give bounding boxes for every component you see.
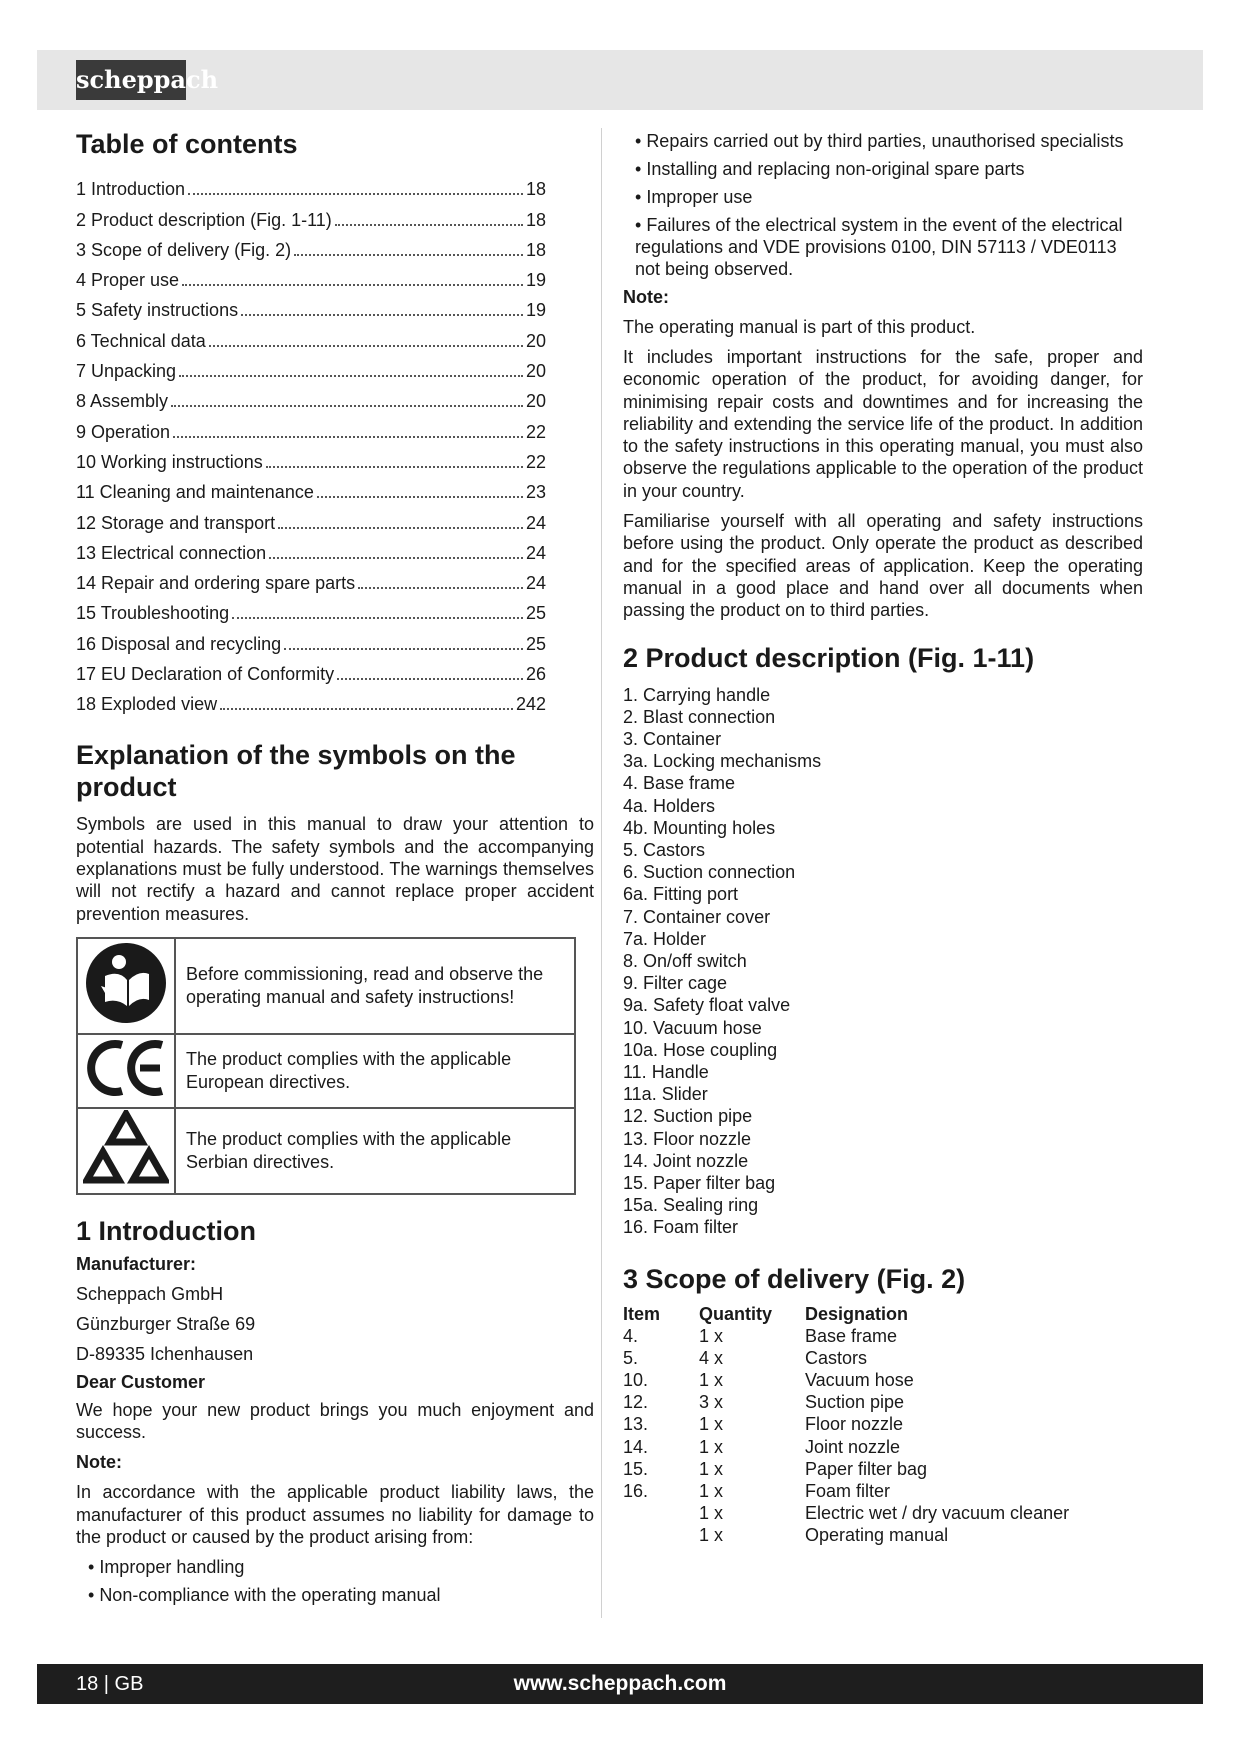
symbol-row: [77, 1108, 575, 1194]
note-label: Note:: [76, 1452, 122, 1473]
scope-of-delivery-title: 3 Scope of delivery (Fig. 2): [623, 1263, 966, 1294]
scope-table: [623, 1303, 1125, 1547]
page-footer: [37, 1664, 1203, 1704]
toc-item[interactable]: 16 Disposal and recycling 25: [76, 633, 546, 654]
list-item: 3a. Locking mechanisms: [623, 751, 822, 772]
toc-item[interactable]: 13 Electrical connection 24: [76, 542, 546, 563]
table-row: 10. 1 x Vacuum hose: [623, 1370, 914, 1391]
list-item: 1. Carrying handle: [623, 684, 771, 705]
toc-item[interactable]: 2 Product description (Fig. 1-11) 18: [76, 209, 546, 230]
left-column: [76, 128, 594, 1606]
serbian-conformity-icon: [77, 1108, 175, 1194]
ce-mark-icon: [77, 1034, 175, 1108]
list-item: 6a. Fitting port: [623, 884, 739, 905]
toc-item[interactable]: 1 Introduction 18: [76, 179, 546, 200]
list-item: 3. Container: [623, 728, 722, 749]
symbol-text: The product complies with the applicable Serbian directives.: [175, 1108, 575, 1194]
toc-list: [76, 170, 546, 715]
toc-item[interactable]: 4 Proper use 19: [76, 270, 546, 291]
table-row: 5. 4 x Castors: [623, 1347, 868, 1368]
dear-customer-label: Dear Customer: [76, 1371, 206, 1392]
manufacturer-name: Scheppach GmbH: [76, 1283, 224, 1304]
scheppach-logo: scheppach: [76, 60, 186, 100]
column-header: Quantity: [699, 1303, 773, 1324]
list-item: 7a. Holder: [623, 928, 707, 949]
introduction-title: 1 Introduction: [76, 1215, 256, 1246]
column-divider: [601, 128, 602, 1618]
symbol-text: Before commissioning, read and observe the operating manual and safety instructions!: [175, 938, 575, 1034]
list-item: 15a. Sealing ring: [623, 1195, 759, 1216]
list-item: 11. Handle: [623, 1062, 709, 1083]
list-item: 10. Vacuum hose: [623, 1017, 762, 1038]
manufacturer-label: Manufacturer:: [76, 1253, 197, 1274]
page-number: 18 | GB: [76, 1673, 144, 1695]
liability-bullet: • Installing and replacing non-original spare parts: [635, 159, 1025, 179]
list-item: 5. Castors: [623, 839, 706, 860]
liability-bullet: • Failures of the electrical system in the event of the electrical regulations and VDE provisions 0100, DIN 57113 / VDE0113 not being observed.: [635, 215, 1123, 279]
dear-customer-text: We hope your new product brings you much enjoyment and success.: [76, 1399, 594, 1443]
symbol-text: The product complies with the applicable European directives.: [175, 1034, 575, 1108]
list-item: 4. Base frame: [623, 773, 736, 794]
table-row: 1 x Operating manual: [699, 1525, 949, 1546]
toc-item[interactable]: 17 EU Declaration of Conformity 26: [76, 664, 546, 685]
read-manual-icon: [77, 938, 175, 1034]
product-parts-list: [623, 684, 1143, 1239]
toc-item[interactable]: 8 Assembly 20: [76, 391, 546, 412]
toc-item[interactable]: 7 Unpacking 20: [76, 361, 546, 382]
table-header-row: [623, 1303, 1125, 1325]
list-item: 15. Paper filter bag: [623, 1173, 776, 1194]
liability-text: In accordance with the applicable product liability laws, the manufacturer of this product assumes no liability for damage to the product or caused by the product arising from:: [76, 1482, 594, 1548]
list-item: 9. Filter cage: [623, 973, 728, 994]
toc-item[interactable]: 5 Safety instructions 19: [76, 300, 546, 321]
list-item: 10a. Hose coupling: [623, 1039, 778, 1060]
column-header: Designation: [805, 1303, 909, 1324]
liability-bullet: • Improper handling: [88, 1557, 245, 1578]
list-item: 7. Container cover: [623, 906, 771, 927]
table-row: 4. 1 x Base frame: [623, 1325, 898, 1346]
list-item: 11a. Slider: [623, 1084, 708, 1105]
liability-bullet: • Improper use: [635, 187, 753, 207]
toc-item[interactable]: 10 Working instructions 22: [76, 451, 546, 472]
symbol-row: [77, 1034, 575, 1108]
list-item: 8. On/off switch: [623, 951, 747, 971]
toc-item[interactable]: 15 Troubleshooting 25: [76, 603, 546, 624]
liability-bullet: • Repairs carried out by third parties, unauthorised specialists: [635, 131, 1124, 151]
toc-item[interactable]: 12 Storage and transport 24: [76, 512, 546, 533]
symbols-table: [76, 937, 576, 1195]
column-header: Item: [623, 1303, 661, 1324]
table-row: 12. 3 x Suction pipe: [623, 1392, 905, 1413]
right-column: [623, 128, 1143, 1547]
list-item: 12. Suction pipe: [623, 1106, 753, 1127]
list-item: 14. Joint nozzle: [623, 1150, 749, 1171]
list-item: 6. Suction connection: [623, 862, 796, 883]
toc-item[interactable]: 11 Cleaning and maintenance 23: [76, 482, 546, 503]
product-description-title: 2 Product description (Fig. 1-11): [623, 642, 1035, 673]
list-item: 2. Blast connection: [623, 706, 776, 727]
liability-bullet: • Non-compliance with the operating manual: [88, 1585, 441, 1606]
toc-item[interactable]: 3 Scope of delivery (Fig. 2) 18: [76, 239, 546, 260]
toc-title: Table of contents: [76, 129, 298, 159]
toc-item[interactable]: 9 Operation 22: [76, 421, 546, 442]
website-link[interactable]: www.scheppach.com: [513, 1672, 727, 1695]
note-line: The operating manual is part of this product.: [623, 317, 976, 337]
list-item: 4a. Holders: [623, 795, 716, 816]
manufacturer-street: Günzburger Straße 69: [76, 1313, 256, 1334]
symbols-intro: Symbols are used in this manual to draw your attention to potential hazards. The safety symbols and the accompanying explanations must be fully understood. The warnings themselves will not rectify a hazard and cannot replace proper accident prevention measures.: [76, 814, 594, 924]
list-item: 16. Foam filter: [623, 1217, 739, 1238]
symbol-row: [77, 938, 575, 1034]
list-item: 4b. Mounting holes: [623, 817, 776, 838]
table-row: 16. 1 x Foam filter: [623, 1481, 891, 1502]
note-label: Note:: [623, 287, 669, 307]
familiarise-text: Familiarise yourself with all operating and safety instructions before using the product. Only operate the product as described and for the specified areas of application. Keep the operating manual in a good place and hand over all documents when passing the product on to third parties.: [623, 511, 1143, 621]
table-row: 1 x Electric wet / dry vacuum cleaner: [699, 1503, 1070, 1524]
table-row: 13. 1 x Floor nozzle: [623, 1414, 904, 1435]
symbols-title: Explanation of the symbols on the product: [76, 740, 516, 803]
toc-item[interactable]: 14 Repair and ordering spare parts 24: [76, 573, 546, 594]
manufacturer-city: D-89335 Ichenhausen: [76, 1343, 254, 1364]
manual-importance-text: It includes important instructions for the safe, proper and economic operation of the product, for avoiding danger, for minimising repair costs and downtimes and for increasing the reliability and extending the service life of the product. In addition to the safety instructions in this operating manual, you must also observe the regulations applicable to the operation of the product in your country.: [623, 347, 1143, 501]
table-row: 15. 1 x Paper filter bag: [623, 1458, 928, 1479]
list-item: 9a. Safety float valve: [623, 995, 791, 1016]
toc-item[interactable]: 6 Technical data 20: [76, 330, 546, 351]
toc-item[interactable]: 18 Exploded view 242: [76, 694, 546, 715]
list-item: 13. Floor nozzle: [623, 1128, 752, 1149]
table-row: 14. 1 x Joint nozzle: [623, 1436, 901, 1457]
